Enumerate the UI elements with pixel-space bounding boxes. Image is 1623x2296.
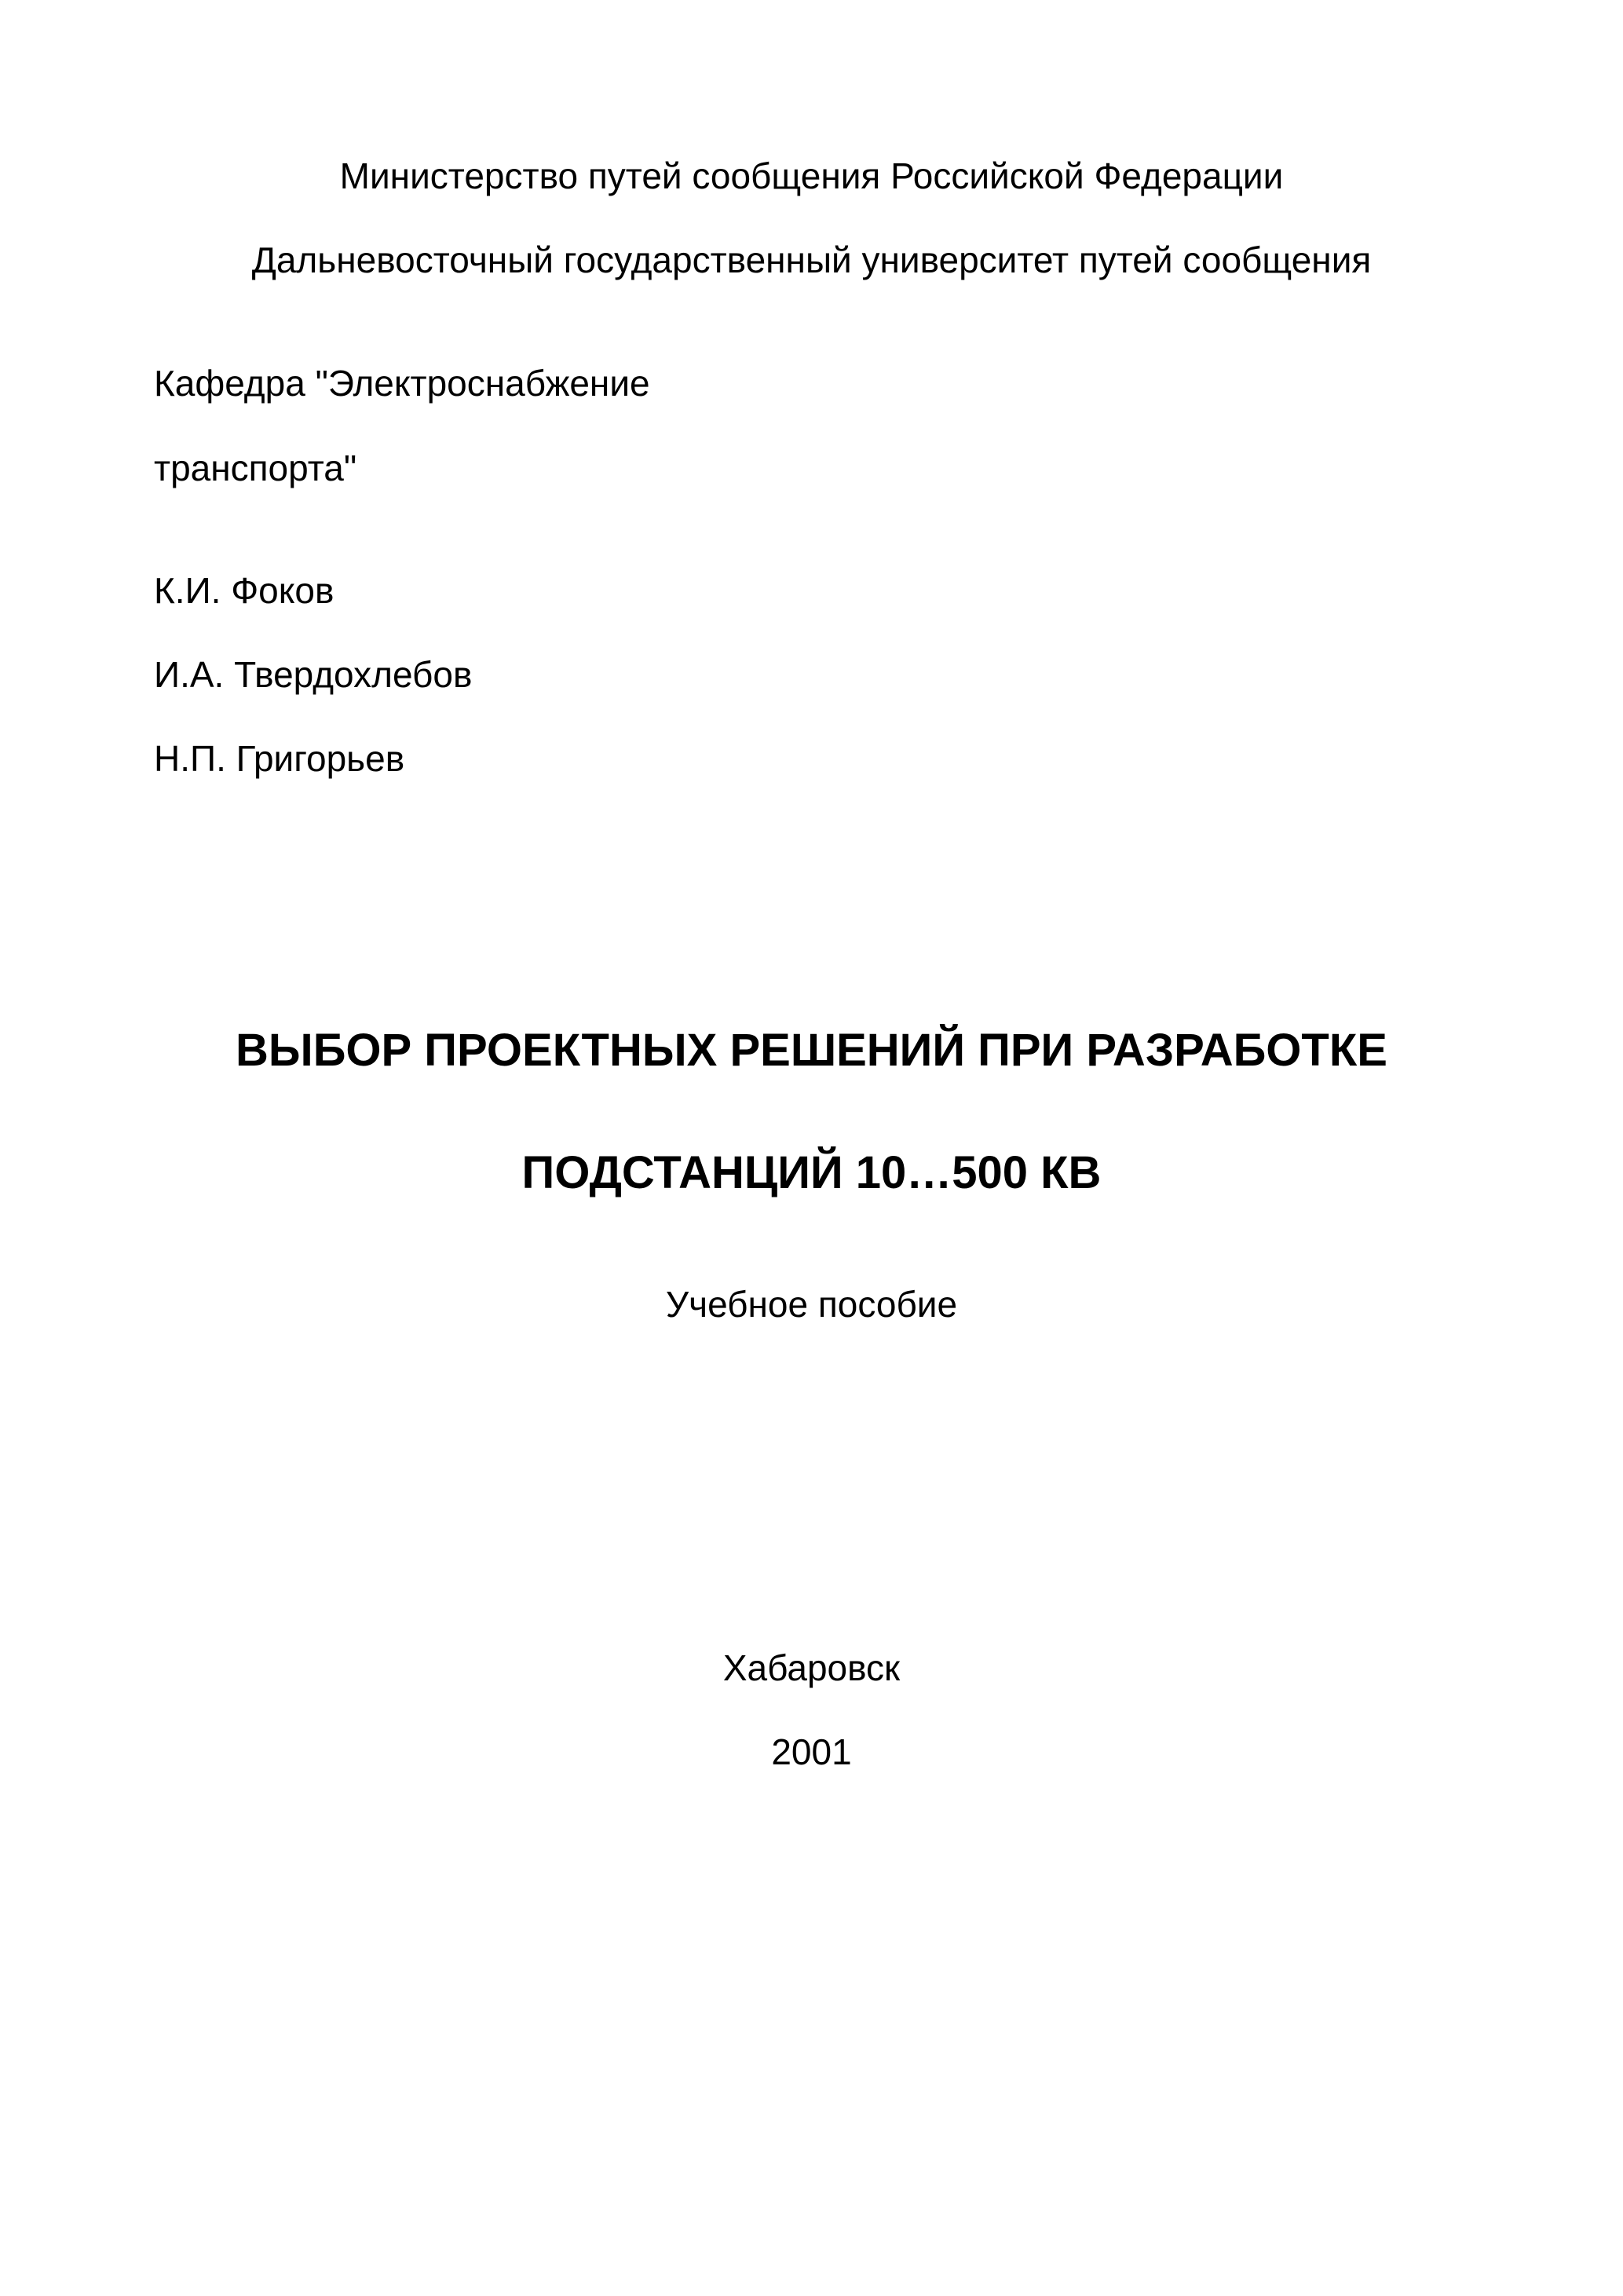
year: 2001	[771, 1731, 852, 1772]
title-line-1: ВЫБОР ПРОЕКТНЫХ РЕШЕНИЙ ПРИ РАЗРАБОТКЕ	[236, 1025, 1387, 1076]
title-line-2: ПОДСТАНЦИЙ 10…500 КВ	[521, 1147, 1102, 1198]
department-line-2: транспорта"	[154, 448, 357, 488]
author-2: И.А. Твердохлебов	[154, 654, 473, 695]
department-line-1: Кафедра "Электроснабжение	[154, 363, 650, 404]
author-3: Н.П. Григорьев	[154, 738, 405, 779]
city: Хабаровск	[722, 1647, 901, 1688]
university-name: Дальневосточный государственный университет путей сообщения	[251, 239, 1372, 280]
ministry-name: Министерство путей сообщения Российской Федерации	[339, 155, 1284, 196]
document-type: Учебное пособие	[665, 1284, 958, 1325]
author-1: К.И. Фоков	[154, 570, 334, 611]
